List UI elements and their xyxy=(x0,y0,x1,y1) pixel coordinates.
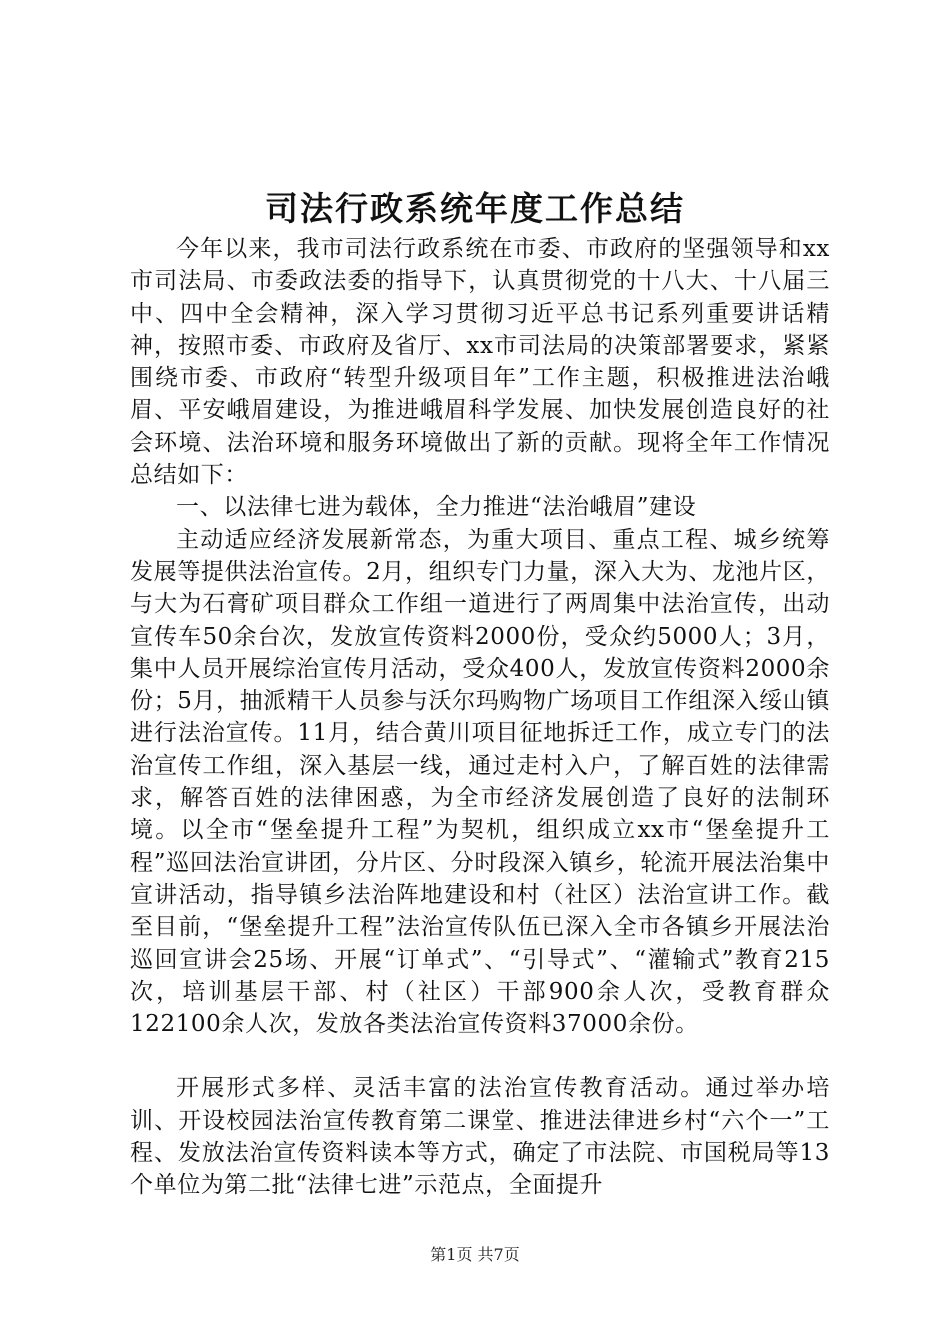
paragraph-spacer xyxy=(130,1040,830,1072)
section-paragraph-1: 主动适应经济发展新常态，为重大项目、重点工程、城乡统筹发展等提供法治宣传。2月，组织专门力量，深入大为、龙池片区，与大为石膏矿项目群众工作组一道进行了两周集中法治宣传，出动宣传车50余台次，发放宣传资料2000份，受众约5000人；3月，集中人员开展综治宣传月活动，受众400人，发放宣传资料2000余份；5月，抽派精干人员参与沃尔玛购物广场项目工作组深入绥山镇进行法治宣传。11月，结合黄川项目征地拆迁工作，成立专门的法治宣传工作组，深入基层一线，通过走村入户，了解百姓的法律需求，解答百姓的法律困惑，为全市经济发展创造了良好的法制环境。以全市“堡垒提升工程”为契机，组织成立xx市“堡垒提升工程”巡回法治宣讲团，分片区、分时段深入镇乡，轮流开展法治集中宣讲活动，指导镇乡法治阵地建设和村（社区）法治宣讲工作。截至目前，“堡垒提升工程”法治宣传队伍已深入全市各镇乡开展法治巡回宣讲会25场、开展“订单式”、“引导式”、“灌输式”教育215次，培训基层干部、村（社区）干部900余人次，受教育群众122100余人次，发放各类法治宣传资料37000余份。 xyxy=(130,526,830,1038)
document-body xyxy=(130,233,830,1202)
section-heading: 一、以法律七进为载体，全力推进“法治峨眉”建设 xyxy=(176,494,697,521)
document-title: 司法行政系统年度工作总结 xyxy=(265,189,685,228)
intro-paragraph: 今年以来，我市司法行政系统在市委、市政府的坚强领导和xx市司法局、市委政法委的指导下，认真贯彻党的十八大、十八届三中、四中全会精神，深入学习贯彻习近平总书记系列重要讲话精神，按照市委、市政府及省厅、xx市司法局的决策部署要求，紧紧围绕市委、市政府“转型升级项目年”工作主题，积极推进法治峨眉、平安峨眉建设，为推进峨眉科学发展、加快发展创造良好的社会环境、法治环境和服务环境做出了新的贡献。现将全年工作情况总结如下： xyxy=(130,236,830,489)
page-number-footer: 第1页 共7页 xyxy=(430,1245,520,1264)
section-paragraph-2: 开展形式多样、灵活丰富的法治宣传教育活动。通过举办培训、开设校园法治宣传教育第二课堂、推进法律进乡村“六个一”工程、发放法治宣传资料读本等方式，确定了市法院、市国税局等13个单位为第二批“法律七进”示范点，全面提升 xyxy=(130,1075,830,1199)
